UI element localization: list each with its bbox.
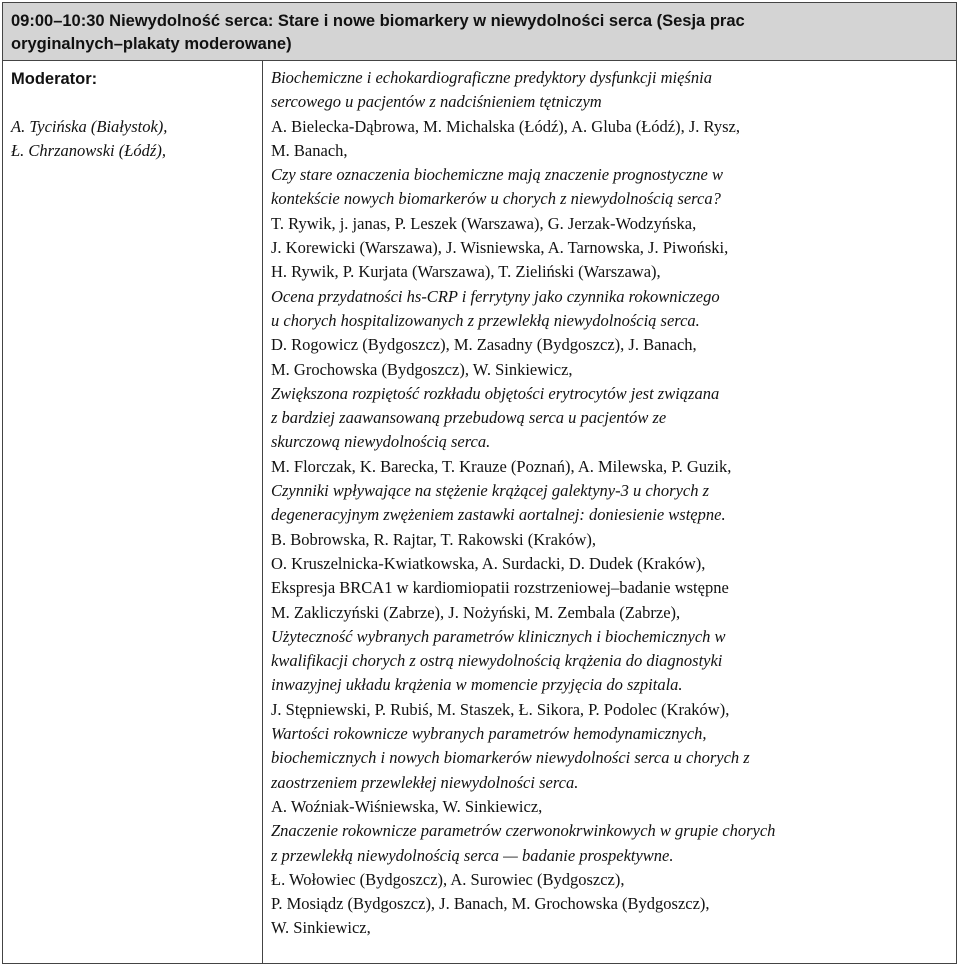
presentation-title-line: biochemicznych i nowych biomarkerów niewydolności serca u chorych z <box>271 748 750 768</box>
moderator-name: Ł. Chrzanowski (Łódź), <box>11 141 166 160</box>
presentation-title-line: degeneracyjnym zwężeniem zastawki aortalnej: doniesienie wstępne. <box>271 505 726 525</box>
presentation-authors-line: O. Kruszelnicka-Kwiatkowska, A. Surdacki, D. Dudek (Kraków), <box>271 553 706 573</box>
presentation-authors-line: B. Bobrowska, R. Rajtar, T. Rakowski (Kraków), <box>271 529 597 549</box>
session-body <box>3 61 956 963</box>
presentation-authors-line: T. Rywik, j. janas, P. Leszek (Warszawa), G. Jerzak-Wodzyńska, <box>271 213 697 233</box>
presentation-authors-line: D. Rogowicz (Bydgoszcz), M. Zasadny (Bydgoszcz), J. Banach, <box>271 335 697 355</box>
presentation-title-line: u chorych hospitalizowanych z przewlekłą niewydolnością serca. <box>271 310 700 330</box>
presentation-title-line: z przewlekłą niewydolnością serca — badanie prospektywne. <box>271 845 674 865</box>
presentation-authors-line: M. Grochowska (Bydgoszcz), W. Sinkiewicz, <box>271 359 573 379</box>
moderator-name: A. Tycińska (Białystok), <box>11 117 168 136</box>
presentations-cell <box>263 61 956 963</box>
session-header <box>3 3 956 61</box>
presentation-authors-line: A. Woźniak-Wiśniewska, W. Sinkiewicz, <box>271 796 543 816</box>
presentation-title-line: Znaczenie rokownicze parametrów czerwonokrwinkowych w grupie chorych <box>271 821 776 841</box>
presentation-authors-line: A. Bielecka-Dąbrowa, M. Michalska (Łódź), A. Gluba (Łódź), J. Rysz, <box>271 116 741 136</box>
moderator-cell <box>3 61 263 963</box>
presentation-title-line: inwazyjnej układu krążenia w momencie przyjęcia do szpitala. <box>271 675 683 695</box>
presentation-title-line: z bardziej zaawansowaną przebudową serca u pacjentów ze <box>271 408 667 428</box>
presentation-authors-line: P. Mosiądz (Bydgoszcz), J. Banach, M. Grochowska (Bydgoszcz), <box>271 894 710 914</box>
session-title-line-1: 09:00–10:30 Niewydolność serca: Stare i nowe biomarkery w niewydolności serca (Sesja prac <box>11 12 745 30</box>
moderator-label: Moderator: <box>11 70 98 88</box>
presentation-title-line: kontekście nowych biomarkerów u chorych z niewydolnością serca? <box>271 189 721 209</box>
presentation-title-line: sercowego u pacjentów z nadciśnieniem tętniczym <box>271 92 602 112</box>
presentation-authors-line: M. Banach, <box>271 140 348 160</box>
presentation-authors-line: Ł. Wołowiec (Bydgoszcz), A. Surowiec (Bydgoszcz), <box>271 869 625 889</box>
presentation-title-line: Użyteczność wybranych parametrów klinicznych i biochemicznych w <box>271 626 726 646</box>
presentation-title-line: Ocena przydatności hs-CRP i ferrytyny jako czynnika rokowniczego <box>271 286 720 306</box>
presentation-title-line: Biochemiczne i echokardiograficzne predyktory dysfunkcji mięśnia <box>271 68 712 87</box>
presentation-authors-line: Ekspresja BRCA1 w kardiomiopatii rozstrzeniowej–badanie wstępne <box>271 578 729 598</box>
presentation-authors-line: W. Sinkiewicz, <box>271 918 371 938</box>
presentation-title-line: Wartości rokownicze wybranych parametrów hemodynamicznych, <box>271 724 707 744</box>
session-table <box>2 2 957 964</box>
presentation-authors-line: J. Korewicki (Warszawa), J. Wisniewska, A. Tarnowska, J. Piwoński, <box>271 238 729 258</box>
presentation-title-line: Czynniki wpływające na stężenie krążącej galektyny-3 u chorych z <box>271 481 710 501</box>
presentation-title-line: zaostrzeniem przewlekłej niewydolności serca. <box>271 772 579 792</box>
presentation-authors-line: M. Florczak, K. Barecka, T. Krauze (Poznań), A. Milewska, P. Guzik, <box>271 456 732 476</box>
session-title-line-2: oryginalnych–plakaty moderowane) <box>11 35 292 53</box>
presentation-title-line: skurczową niewydolnością serca. <box>271 432 491 452</box>
presentation-title-line: Zwiększona rozpiętość rozkładu objętości erytrocytów jest związana <box>271 383 720 403</box>
presentation-authors-line: H. Rywik, P. Kurjata (Warszawa), T. Zieliński (Warszawa), <box>271 262 661 282</box>
presentation-authors-line: J. Stępniewski, P. Rubiś, M. Staszek, Ł. Sikora, P. Podolec (Kraków), <box>271 699 730 719</box>
presentation-title-line: kwalifikacji chorych z ostrą niewydolnością krążenia do diagnostyki <box>271 651 723 671</box>
presentation-authors-line: M. Zakliczyński (Zabrze), J. Nożyński, M. Zembala (Zabrze), <box>271 602 681 622</box>
presentation-title-line: Czy stare oznaczenia biochemiczne mają znaczenie prognostyczne w <box>271 165 723 185</box>
